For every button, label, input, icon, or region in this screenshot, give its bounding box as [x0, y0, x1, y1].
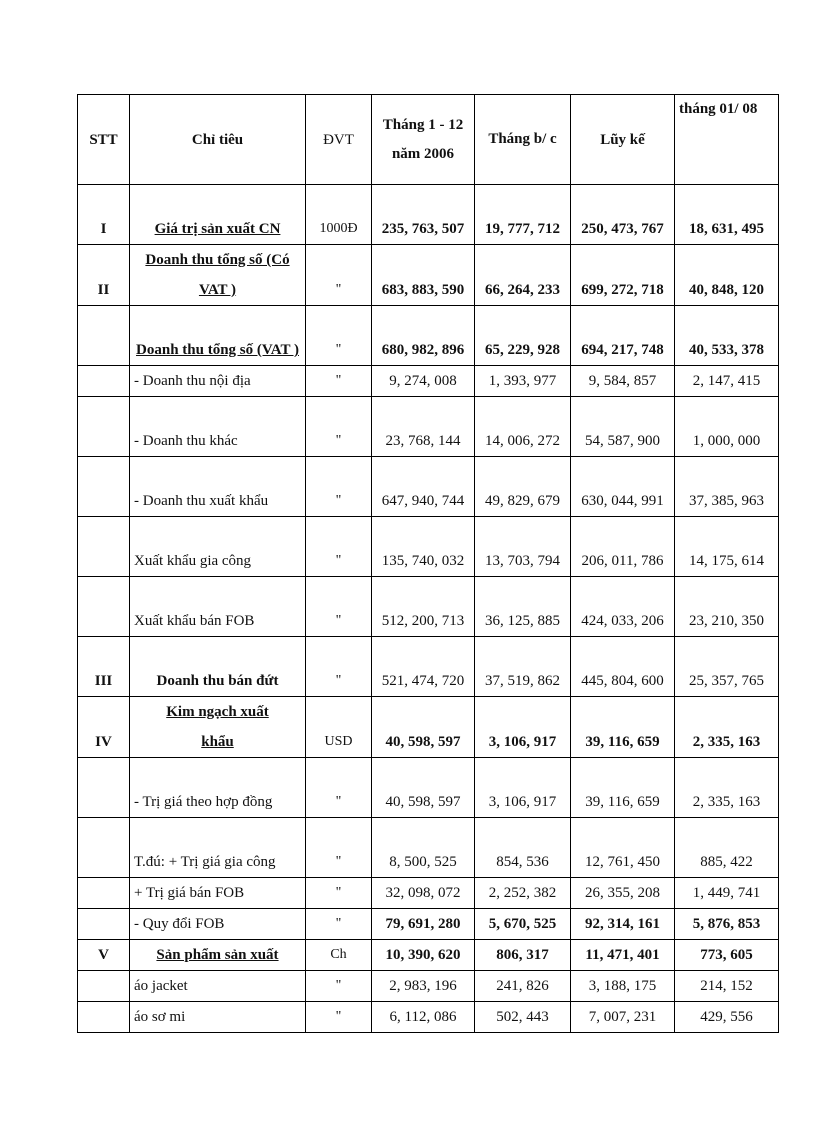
row-value: 49, 829, 679	[475, 457, 571, 517]
row-stt: III	[78, 637, 130, 697]
row-value: 214, 152	[675, 971, 779, 1002]
row-unit: 1000Đ	[306, 185, 372, 245]
row-unit: "	[306, 517, 372, 577]
row-value: 39, 116, 659	[571, 697, 675, 758]
row-value: 445, 804, 600	[571, 637, 675, 697]
row-name: + Trị giá bán FOB	[130, 878, 306, 909]
row-value: 6, 112, 086	[372, 1002, 475, 1033]
row-unit: "	[306, 758, 372, 818]
row-name: Kim ngạch xuất khẩu	[130, 697, 306, 758]
row-value: 26, 355, 208	[571, 878, 675, 909]
row-value: 14, 006, 272	[475, 397, 571, 457]
row-value: 10, 390, 620	[372, 940, 475, 971]
row-unit: "	[306, 818, 372, 878]
row-value: 512, 200, 713	[372, 577, 475, 637]
row-unit: "	[306, 1002, 372, 1033]
row-name: - Doanh thu xuất khẩu	[130, 457, 306, 517]
row-name: Doanh thu bán đứt	[130, 637, 306, 697]
table-row	[78, 457, 779, 517]
row-value: 680, 982, 896	[372, 306, 475, 366]
row-value: 18, 631, 495	[675, 185, 779, 245]
row-value: 13, 703, 794	[475, 517, 571, 577]
row-unit: "	[306, 397, 372, 457]
row-value: 429, 556	[675, 1002, 779, 1033]
row-value: 2, 983, 196	[372, 971, 475, 1002]
header-col2: Tháng b/ c	[475, 95, 571, 185]
row-value: 23, 768, 144	[372, 397, 475, 457]
row-value: 135, 740, 032	[372, 517, 475, 577]
row-unit: "	[306, 878, 372, 909]
row-value: 2, 252, 382	[475, 878, 571, 909]
row-value: 885, 422	[675, 818, 779, 878]
row-value: 2, 335, 163	[675, 758, 779, 818]
row-value: 40, 598, 597	[372, 697, 475, 758]
table-row	[78, 971, 779, 1002]
table-row	[78, 306, 779, 366]
row-value: 39, 116, 659	[571, 758, 675, 818]
table-row	[78, 697, 779, 758]
row-value: 40, 598, 597	[372, 758, 475, 818]
row-name: Giá trị sản xuất CN	[130, 185, 306, 245]
row-value: 235, 763, 507	[372, 185, 475, 245]
row-value: 11, 471, 401	[571, 940, 675, 971]
table-row	[78, 577, 779, 637]
row-stt	[78, 397, 130, 457]
row-name: Doanh thu tổng số (Có VAT )	[130, 245, 306, 306]
row-name: T.đú: + Trị giá gia công	[130, 818, 306, 878]
header-col3: Lũy kế	[571, 95, 675, 185]
row-value: 1, 449, 741	[675, 878, 779, 909]
row-unit: USD	[306, 697, 372, 758]
table-row	[78, 637, 779, 697]
table-row	[78, 397, 779, 457]
row-stt: II	[78, 245, 130, 306]
row-stt	[78, 758, 130, 818]
row-value: 36, 125, 885	[475, 577, 571, 637]
row-unit: "	[306, 577, 372, 637]
row-value: 37, 519, 862	[475, 637, 571, 697]
row-stt	[78, 909, 130, 940]
row-value: 1, 393, 977	[475, 366, 571, 397]
row-unit: Ch	[306, 940, 372, 971]
row-stt	[78, 878, 130, 909]
table-row	[78, 366, 779, 397]
row-value: 206, 011, 786	[571, 517, 675, 577]
row-value: 25, 357, 765	[675, 637, 779, 697]
table-row	[78, 1002, 779, 1033]
row-value: 79, 691, 280	[372, 909, 475, 940]
row-unit: "	[306, 306, 372, 366]
table-row	[78, 940, 779, 971]
row-name: áo sơ mi	[130, 1002, 306, 1033]
row-value: 683, 883, 590	[372, 245, 475, 306]
row-unit: "	[306, 971, 372, 1002]
row-value: 699, 272, 718	[571, 245, 675, 306]
row-value: 54, 587, 900	[571, 397, 675, 457]
report-table	[77, 94, 779, 1033]
table-row	[78, 245, 779, 306]
row-value: 32, 098, 072	[372, 878, 475, 909]
row-name: - Trị giá theo hợp đồng	[130, 758, 306, 818]
row-value: 241, 826	[475, 971, 571, 1002]
row-unit: "	[306, 637, 372, 697]
row-value: 23, 210, 350	[675, 577, 779, 637]
row-value: 630, 044, 991	[571, 457, 675, 517]
table-row	[78, 909, 779, 940]
header-dvt: ĐVT	[306, 95, 372, 185]
row-stt	[78, 366, 130, 397]
row-value: 66, 264, 233	[475, 245, 571, 306]
row-value: 3, 188, 175	[571, 971, 675, 1002]
row-value: 12, 761, 450	[571, 818, 675, 878]
header-row	[78, 95, 779, 185]
row-stt	[78, 457, 130, 517]
row-value: 250, 473, 767	[571, 185, 675, 245]
row-value: 806, 317	[475, 940, 571, 971]
row-value: 9, 274, 008	[372, 366, 475, 397]
row-value: 521, 474, 720	[372, 637, 475, 697]
row-stt: I	[78, 185, 130, 245]
row-value: 2, 147, 415	[675, 366, 779, 397]
row-value: 3, 106, 917	[475, 758, 571, 818]
row-stt	[78, 306, 130, 366]
row-value: 37, 385, 963	[675, 457, 779, 517]
row-name: Xuất khẩu gia công	[130, 517, 306, 577]
row-stt: V	[78, 940, 130, 971]
row-value: 3, 106, 917	[475, 697, 571, 758]
row-stt	[78, 517, 130, 577]
row-name: Doanh thu tổng số (VAT )	[130, 306, 306, 366]
row-name: - Quy đổi FOB	[130, 909, 306, 940]
row-name: - Doanh thu khác	[130, 397, 306, 457]
header-col1: Tháng 1 - 12 năm 2006	[372, 95, 475, 185]
row-value: 8, 500, 525	[372, 818, 475, 878]
row-value: 65, 229, 928	[475, 306, 571, 366]
row-value: 647, 940, 744	[372, 457, 475, 517]
table-row	[78, 758, 779, 818]
row-unit: "	[306, 366, 372, 397]
row-stt	[78, 971, 130, 1002]
row-value: 92, 314, 161	[571, 909, 675, 940]
row-stt: IV	[78, 697, 130, 758]
header-chi-tieu: Chỉ tiêu	[130, 95, 306, 185]
row-name: áo jacket	[130, 971, 306, 1002]
row-unit: "	[306, 909, 372, 940]
table-row	[78, 517, 779, 577]
row-value: 854, 536	[475, 818, 571, 878]
row-unit: "	[306, 457, 372, 517]
row-value: 7, 007, 231	[571, 1002, 675, 1033]
row-value: 2, 335, 163	[675, 697, 779, 758]
row-value: 773, 605	[675, 940, 779, 971]
row-name: Xuất khẩu bán FOB	[130, 577, 306, 637]
header-col4: tháng 01/ 08	[675, 95, 779, 185]
row-value: 502, 443	[475, 1002, 571, 1033]
table-row	[78, 878, 779, 909]
table-row	[78, 185, 779, 245]
table-row	[78, 818, 779, 878]
header-stt: STT	[78, 95, 130, 185]
row-value: 5, 876, 853	[675, 909, 779, 940]
row-value: 9, 584, 857	[571, 366, 675, 397]
row-name: - Doanh thu nội địa	[130, 366, 306, 397]
row-stt	[78, 1002, 130, 1033]
row-value: 19, 777, 712	[475, 185, 571, 245]
row-value: 40, 848, 120	[675, 245, 779, 306]
row-value: 40, 533, 378	[675, 306, 779, 366]
row-value: 5, 670, 525	[475, 909, 571, 940]
row-value: 424, 033, 206	[571, 577, 675, 637]
row-value: 14, 175, 614	[675, 517, 779, 577]
row-stt	[78, 577, 130, 637]
row-unit: "	[306, 245, 372, 306]
row-value: 1, 000, 000	[675, 397, 779, 457]
row-value: 694, 217, 748	[571, 306, 675, 366]
row-stt	[78, 818, 130, 878]
row-name: Sản phẩm sản xuất	[130, 940, 306, 971]
